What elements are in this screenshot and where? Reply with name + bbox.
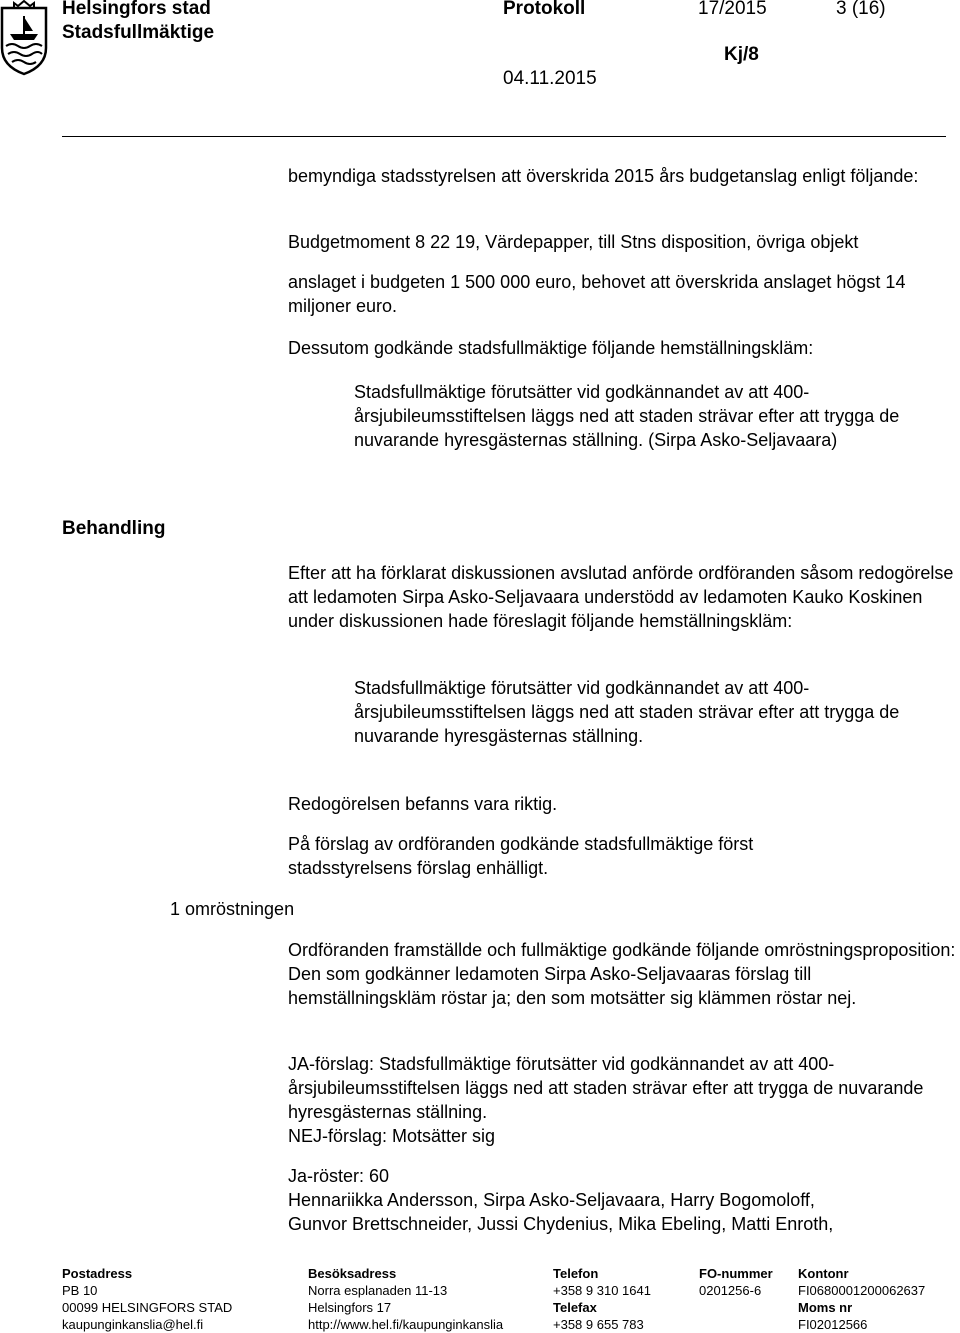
hemstallningsklam-quote-2: Stadsfullmäktige förutsätter vid godkännandet av att 400-årsjubileumsstiftelsen läggs ned att staden strävar efter att trygga de nuvarande hyresgästernas ställning.	[354, 678, 900, 746]
helsinki-coat-of-arms-logo	[0, 0, 48, 76]
intro-paragraph-1: bemyndiga stadsstyrelsen att överskrida 2015 års budgetanslag enligt följande:	[288, 166, 919, 186]
behandling-heading: Behandling	[62, 518, 166, 539]
footer-business-id-heading: FO-nummer	[699, 1266, 773, 1281]
footer-business-id	[699, 1265, 773, 1299]
footer-visiting-address	[308, 1265, 503, 1333]
intro-paragraph-3: anslaget i budgeten 1 500 000 euro, behovet att överskrida anslaget högst 14 miljoner euro.	[288, 272, 906, 316]
footer-account-heading: Kontonr	[798, 1266, 849, 1281]
dessutom-paragraph: Dessutom godkände stadsfullmäktige följande hemställningskläm:	[288, 338, 814, 358]
ja-names-line-2: Gunvor Brettschneider, Jussi Chydenius, Mika Ebeling, Matti Enroth,	[288, 1214, 834, 1234]
intro-paragraph-2: Budgetmoment 8 22 19, Värdepapper, till Stns disposition, övriga objekt	[288, 232, 859, 252]
footer-fax-number: +358 9 655 783	[553, 1317, 644, 1332]
hemstallningsklam-quote-1: Stadsfullmäktige förutsätter vid godkännandet av att 400-årsjubileumsstiftelsen läggs ned att staden strävar efter att trygga de nuvarande hyresgästernas ställning. (Sirpa Asko-Seljavaara)	[354, 382, 900, 450]
forslag-paragraph: På förslag av ordföranden godkände stadsfullmäktige först stadsstyrelsens förslag enhälligt.	[288, 834, 754, 878]
footer-email-link[interactable]: kaupunginkanslia@hel.fi	[62, 1317, 204, 1332]
footer-postal-box: PB 10	[62, 1283, 98, 1298]
footer-account	[798, 1265, 925, 1333]
nej-forslag-paragraph: NEJ-förslag: Motsätter sig	[288, 1126, 496, 1146]
header-body: Stadsfullmäktige	[62, 22, 215, 43]
header-doc-type: Protokoll	[503, 0, 586, 19]
ja-forslag-paragraph: JA-förslag: Stadsfullmäktige förutsätter vid godkännandet av att 400-årsjubileumsstiftelsen läggs ned att staden strävar efter att trygga de nuvarande hyresgästernas ställning.	[288, 1054, 924, 1122]
footer-phone-heading: Telefon	[553, 1266, 599, 1281]
omrostning-label: 1 omröstningen	[170, 899, 295, 919]
footer-business-id-value: 0201256-6	[699, 1283, 762, 1298]
ja-names-line-1: Hennariikka Andersson, Sirpa Asko-Seljavaara, Harry Bogomoloff,	[288, 1190, 815, 1210]
redogorelse-paragraph: Redogörelsen befanns vara riktig.	[288, 794, 558, 814]
header-section: Kj/8	[724, 44, 759, 65]
footer-visiting-heading: Besöksadress	[308, 1266, 397, 1281]
footer-visiting-street: Norra esplanaden 11-13	[308, 1283, 448, 1298]
footer-postal-address	[62, 1265, 232, 1333]
header-date: 04.11.2015	[503, 68, 597, 89]
behandling-paragraph: Efter att ha förklarat diskussionen avslutad anförde ordföranden såsom redogörelse att ledamoten Sirpa Asko-Seljavaara understödd av ledamoten Kauko Koskinen under diskussionen hade föreslagit följande hemställningskläm:	[288, 563, 954, 631]
header-page-number: 3 (16)	[836, 0, 886, 19]
footer-phone-number: +358 9 310 1641	[553, 1283, 651, 1298]
header-doc-number: 17/2015	[698, 0, 767, 19]
footer-website-link[interactable]: http://www.hel.fi/kaupunginkanslia	[308, 1317, 504, 1332]
header-org: Helsingfors stad	[62, 0, 211, 19]
footer-vat-heading: Moms nr	[798, 1300, 853, 1315]
footer-postal-city: 00099 HELSINGFORS STAD	[62, 1300, 233, 1315]
omrostning-paragraph: Ordföranden framställde och fullmäktige godkände följande omröstningsproposition: Den som godkänner ledamoten Sirpa Asko-Seljavaaras förslag till hemställningskläm röstar ja; den som motsätter sig klämmen röstar nej.	[288, 940, 956, 1008]
footer-visiting-city: Helsingfors 17	[308, 1300, 392, 1315]
footer-phone	[553, 1265, 651, 1333]
footer-vat-number: FI02012566	[798, 1317, 868, 1332]
footer-postal-heading: Postadress	[62, 1266, 133, 1281]
ja-roster-count: Ja-röster: 60	[288, 1166, 390, 1186]
header-divider	[62, 136, 946, 137]
footer-account-number: FI0680001200062637	[798, 1283, 926, 1298]
footer-fax-heading: Telefax	[553, 1300, 597, 1315]
